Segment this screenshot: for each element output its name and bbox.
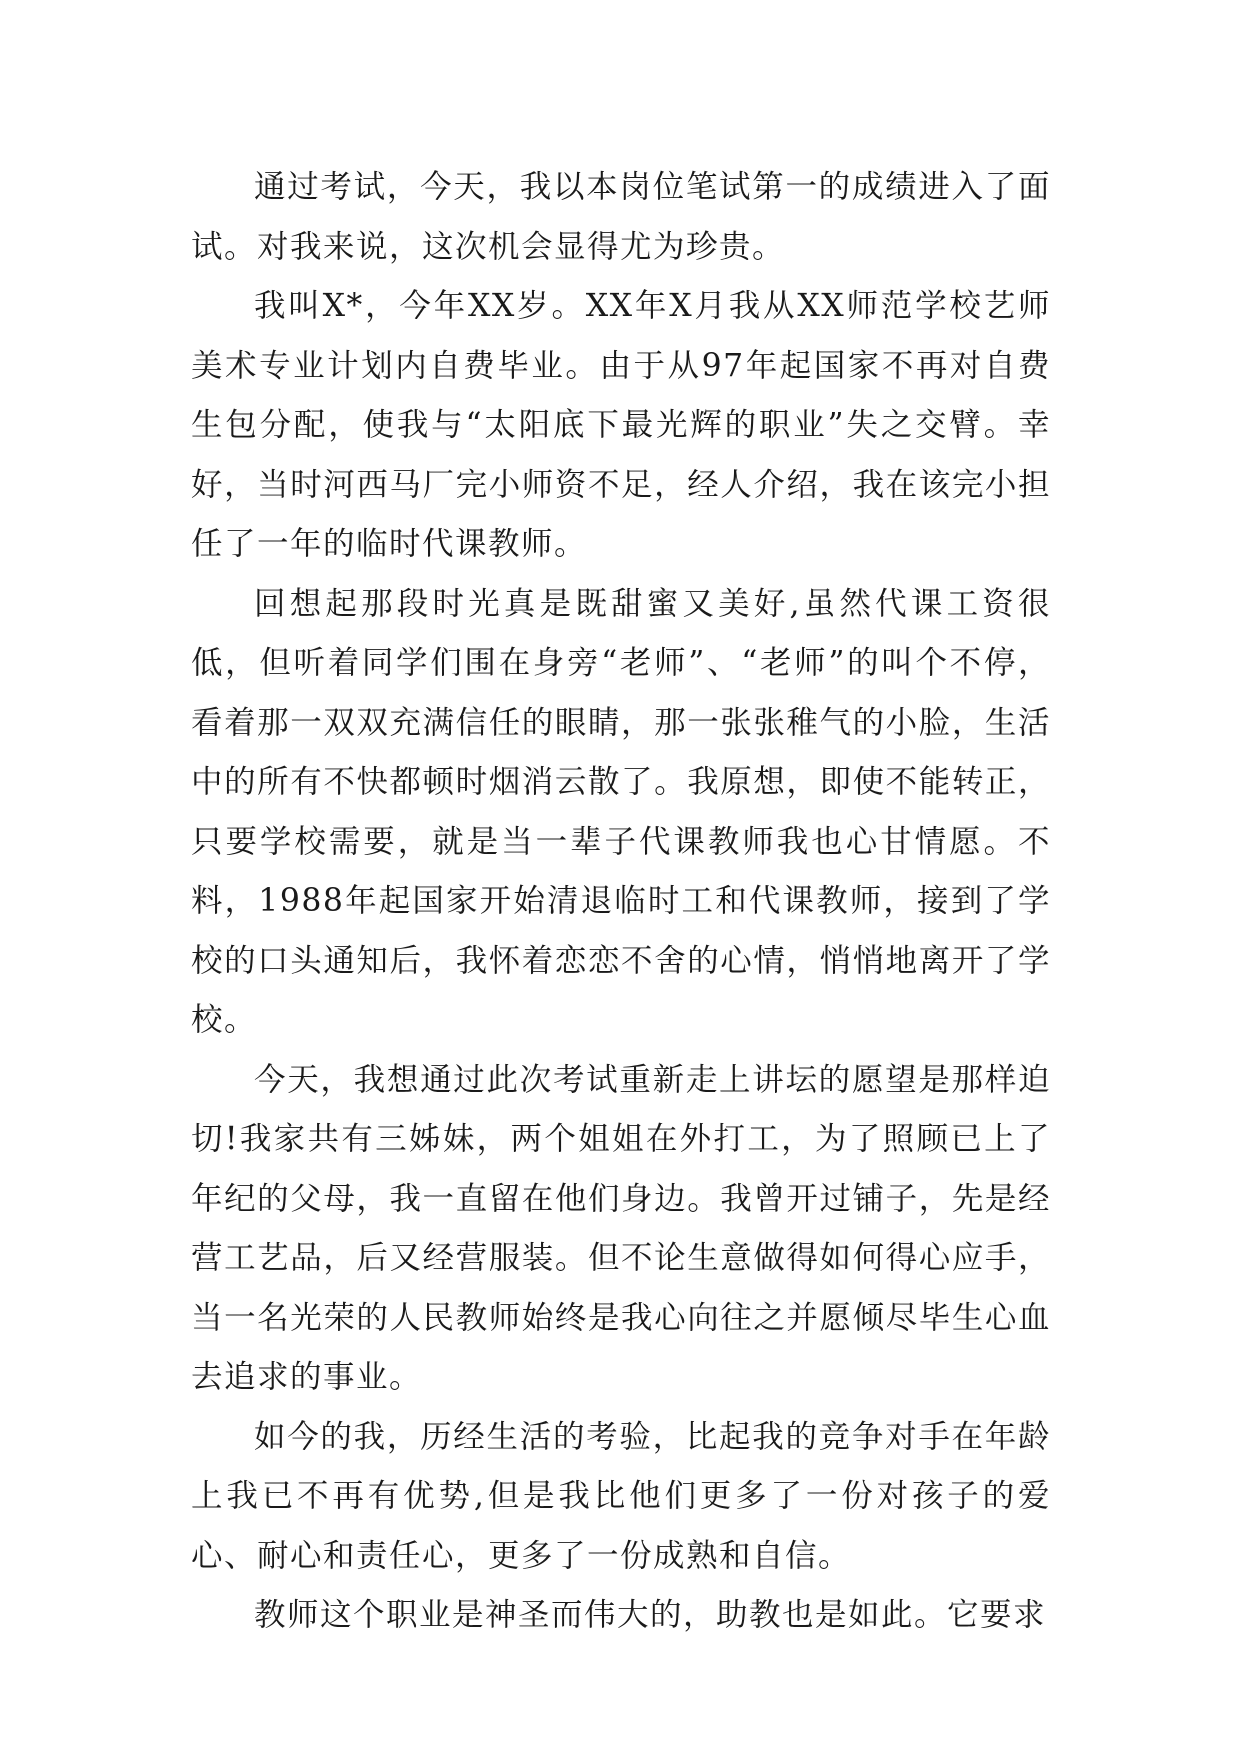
paragraph: 我叫X*，今年XX岁。XX年X月我从XX师范学校艺师美术专业计划内自费毕业。由于从97年起国家不再对自费生包分配，使我与“太阳底下最光辉的职业”失之交臂。幸好，当时河西马厂完小师资不足，经人介绍，我在该完小担任了一年的临时代课教师。 <box>191 288 1051 562</box>
paragraph: 回想起那段时光真是既甜蜜又美好,虽然代课工资很低，但听着同学们围在身旁“老师”、“老师”的叫个不停，看着那一双双充满信任的眼睛，那一张张稚气的小脸，生活中的所有不快都顿时烟消云散了。我原想，即使不能转正，只要学校需要，就是当一辈子代课教师我也心甘情愿。不料，1988年起国家开始清退临时工和代课教师，接到了学校的口头通知后，我怀着恋恋不舍的心情，悄悄地离开了学校。 <box>191 585 1051 1038</box>
paragraph: 教师这个职业是神圣而伟大的，助教也是如此。它要求 <box>254 1597 1047 1633</box>
document-body <box>191 158 1051 1646</box>
paragraph: 通过考试，今天，我以本岗位笔试第一的成绩进入了面试。对我来说，这次机会显得尤为珍贵。 <box>191 169 1051 265</box>
paragraph: 如今的我，历经生活的考验，比起我的竞争对手在年龄上我已不再有优势,但是我比他们更多了一份对孩子的爱心、耐心和责任心，更多了一份成熟和自信。 <box>191 1418 1051 1574</box>
paragraph: 今天，我想通过此次考试重新走上讲坛的愿望是那样迫切!我家共有三姊妹，两个姐姐在外打工，为了照顾已上了年纪的父母，我一直留在他们身边。我曾开过铺子，先是经营工艺品，后又经营服装。但不论生意做得如何得心应手，当一名光荣的人民教师始终是我心向往之并愿倾尽毕生心血去追求的事业。 <box>191 1061 1051 1395</box>
